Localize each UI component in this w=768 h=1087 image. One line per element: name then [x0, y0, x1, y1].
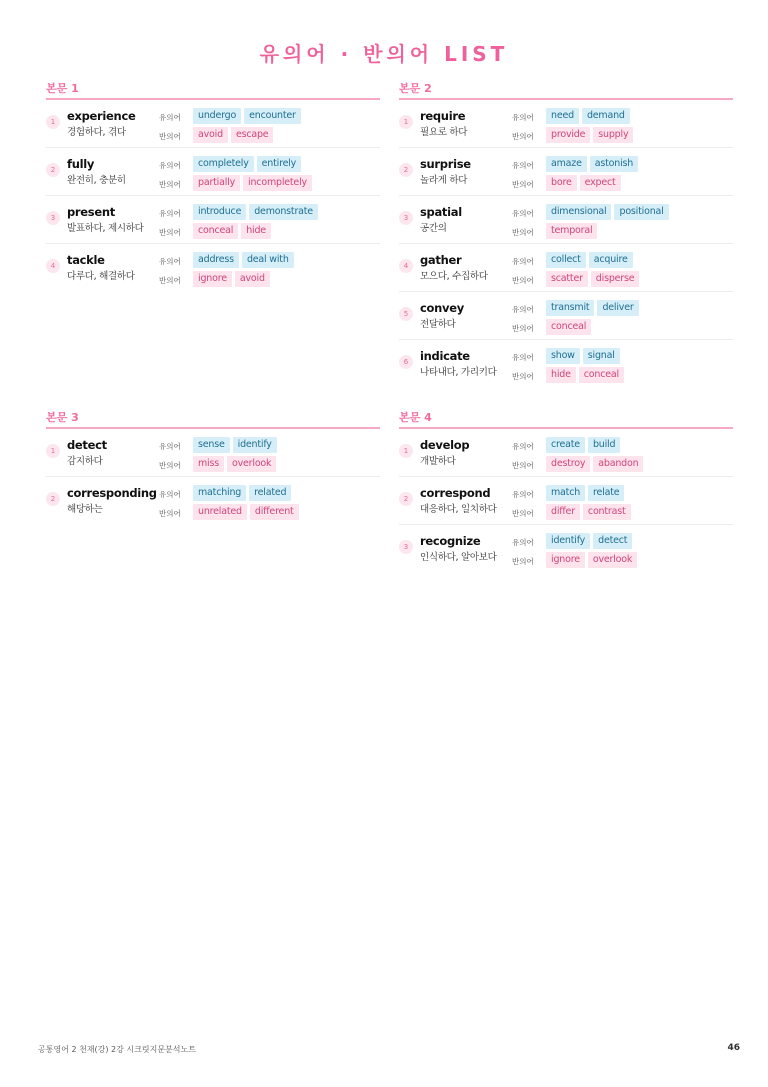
antonym-list: [546, 456, 643, 472]
entry-meaning: 놀라게 하다: [420, 175, 468, 186]
synonym-list: [546, 533, 632, 549]
synonym-list: [546, 204, 669, 220]
entry-word: corresponding: [67, 486, 157, 500]
antonym-tag: ignore: [193, 271, 232, 287]
synonym-list: [546, 348, 620, 364]
antonym-tag: avoid: [235, 271, 270, 287]
synonym-tag: identify: [233, 437, 277, 453]
antonym-list: [193, 175, 312, 191]
entry-word: convey: [420, 301, 464, 315]
antonym-tag: different: [250, 504, 299, 520]
synonym-label: 유의어: [159, 113, 181, 122]
vocab-entry: [399, 244, 733, 292]
synonym-label: 유의어: [512, 257, 534, 266]
entry-word: detect: [67, 438, 107, 452]
antonym-tag: provide: [546, 127, 590, 143]
entry-number: 1: [399, 444, 413, 458]
synonym-list: [546, 300, 639, 316]
antonym-tag: miss: [193, 456, 224, 472]
synonym-label: 유의어: [512, 209, 534, 218]
antonym-label: 반의어: [159, 276, 181, 285]
antonym-list: [546, 504, 631, 520]
synonym-tag: need: [546, 108, 579, 124]
antonym-list: [546, 175, 621, 191]
entry-word: experience: [67, 109, 136, 123]
synonym-list: [546, 252, 633, 268]
section-heading: 본문 1: [46, 80, 380, 100]
vocab-entry: [46, 244, 380, 291]
antonym-list: [546, 271, 639, 287]
entry-meaning: 전달하다: [420, 319, 456, 330]
vocab-entry: [399, 100, 733, 148]
vocab-entry: [399, 429, 733, 477]
entry-number: 6: [399, 355, 413, 369]
vocab-entry: [399, 340, 733, 387]
synonym-label: 유의어: [512, 305, 534, 314]
antonym-label: 반의어: [159, 132, 181, 141]
entry-word: recognize: [420, 534, 481, 548]
vocab-entry: [399, 477, 733, 525]
entry-number: 4: [46, 259, 60, 273]
entry-number: 3: [399, 211, 413, 225]
synonym-tag: introduce: [193, 204, 246, 220]
entry-number: 2: [46, 492, 60, 506]
antonym-tag: conceal: [579, 367, 624, 383]
synonym-tag: related: [249, 485, 291, 501]
entry-word: spatial: [420, 205, 462, 219]
antonym-label: 반의어: [512, 509, 534, 518]
entry-meaning: 나타내다, 가리키다: [420, 367, 497, 378]
section-heading: 본문 2: [399, 80, 733, 100]
synonym-label: 유의어: [512, 538, 534, 547]
page-number: 46: [727, 1043, 740, 1053]
antonym-tag: ignore: [546, 552, 585, 568]
synonym-tag: astonish: [590, 156, 638, 172]
synonym-tag: encounter: [244, 108, 301, 124]
entry-number: 2: [399, 492, 413, 506]
entry-word: fully: [67, 157, 95, 171]
antonym-label: 반의어: [512, 228, 534, 237]
entry-meaning: 대응하다, 일치하다: [420, 504, 497, 515]
antonym-label: 반의어: [512, 180, 534, 189]
entry-word: present: [67, 205, 115, 219]
entry-word: require: [420, 109, 466, 123]
section-2: [399, 80, 733, 387]
section-heading: 본문 4: [399, 409, 733, 429]
footer-book-title: 공통영어 2 천재(강) 2강 시크릿지문분석노트: [38, 1045, 196, 1054]
synonym-tag: transmit: [546, 300, 594, 316]
entry-meaning: 발표하다, 제시하다: [67, 223, 144, 234]
page-title: 유의어 · 반의어 LIST: [259, 42, 509, 66]
synonym-tag: address: [193, 252, 239, 268]
entry-word: gather: [420, 253, 462, 267]
antonym-tag: unrelated: [193, 504, 247, 520]
antonym-tag: expect: [580, 175, 621, 191]
synonym-label: 유의어: [512, 490, 534, 499]
entry-word: develop: [420, 438, 470, 452]
vocab-entry: [399, 292, 733, 340]
synonym-tag: acquire: [589, 252, 633, 268]
synonym-list: [193, 108, 301, 124]
antonym-list: [193, 271, 270, 287]
antonym-tag: supply: [593, 127, 633, 143]
vocab-entry: [46, 196, 380, 244]
antonym-tag: escape: [231, 127, 274, 143]
antonym-tag: scatter: [546, 271, 588, 287]
antonym-list: [546, 223, 597, 239]
entry-meaning: 경험하다, 겪다: [67, 127, 126, 138]
synonym-label: 유의어: [512, 442, 534, 451]
entry-number: 1: [399, 115, 413, 129]
entry-meaning: 개발하다: [420, 456, 456, 467]
vocab-entry: [399, 525, 733, 572]
synonym-label: 유의어: [159, 257, 181, 266]
vocab-entry: [399, 196, 733, 244]
synonym-tag: sense: [193, 437, 230, 453]
synonym-label: 유의어: [512, 113, 534, 122]
antonym-list: [193, 127, 273, 143]
antonym-label: 반의어: [159, 509, 181, 518]
synonym-list: [546, 485, 624, 501]
synonym-tag: deal with: [242, 252, 294, 268]
vocab-entry: [399, 148, 733, 196]
entry-word: surprise: [420, 157, 471, 171]
vocab-entry: [46, 429, 380, 477]
entry-meaning: 필요로 하다: [420, 127, 468, 138]
antonym-list: [546, 127, 633, 143]
antonym-label: 반의어: [512, 372, 534, 381]
antonym-label: 반의어: [512, 276, 534, 285]
synonym-list: [546, 108, 630, 124]
synonym-tag: matching: [193, 485, 246, 501]
antonym-tag: temporal: [546, 223, 597, 239]
synonym-label: 유의어: [159, 161, 181, 170]
synonym-tag: amaze: [546, 156, 587, 172]
antonym-tag: bore: [546, 175, 577, 191]
synonym-list: [193, 156, 301, 172]
antonym-list: [193, 504, 299, 520]
synonym-tag: dimensional: [546, 204, 611, 220]
antonym-tag: conceal: [193, 223, 238, 239]
synonym-label: 유의어: [512, 161, 534, 170]
synonym-tag: demonstrate: [249, 204, 318, 220]
synonym-tag: identify: [546, 533, 590, 549]
synonym-label: 유의어: [159, 490, 181, 499]
synonym-list: [193, 437, 277, 453]
synonym-tag: show: [546, 348, 580, 364]
synonym-tag: build: [588, 437, 620, 453]
antonym-list: [546, 552, 637, 568]
synonym-tag: demand: [582, 108, 630, 124]
entry-meaning: 완전히, 충분히: [67, 175, 126, 186]
entry-number: 1: [46, 115, 60, 129]
antonym-tag: overlook: [588, 552, 637, 568]
antonym-tag: differ: [546, 504, 580, 520]
section-4: [399, 409, 733, 572]
vocab-entry: [46, 148, 380, 196]
synonym-list: [193, 252, 294, 268]
entry-meaning: 공간의: [420, 223, 447, 234]
synonym-tag: match: [546, 485, 585, 501]
antonym-tag: hide: [546, 367, 576, 383]
antonym-list: [193, 223, 271, 239]
synonym-tag: detect: [593, 533, 632, 549]
entry-word: correspond: [420, 486, 491, 500]
antonym-tag: destroy: [546, 456, 590, 472]
synonym-tag: signal: [583, 348, 620, 364]
section-3: [46, 409, 380, 524]
antonym-label: 반의어: [512, 132, 534, 141]
entry-number: 2: [399, 163, 413, 177]
antonym-tag: overlook: [227, 456, 276, 472]
synonym-tag: relate: [588, 485, 624, 501]
entry-number: 3: [399, 540, 413, 554]
antonym-list: [546, 319, 591, 335]
vocab-entry: [46, 477, 380, 524]
antonym-label: 반의어: [512, 557, 534, 566]
entry-word: tackle: [67, 253, 105, 267]
entry-meaning: 해당하는: [67, 504, 103, 515]
antonym-tag: conceal: [546, 319, 591, 335]
entry-meaning: 모으다, 수집하다: [420, 271, 488, 282]
antonym-tag: contrast: [583, 504, 631, 520]
antonym-tag: incompletely: [243, 175, 312, 191]
synonym-list: [193, 485, 291, 501]
synonym-tag: positional: [614, 204, 668, 220]
antonym-list: [193, 456, 276, 472]
synonym-tag: entirely: [257, 156, 301, 172]
entry-number: 2: [46, 163, 60, 177]
antonym-label: 반의어: [512, 461, 534, 470]
vocab-entry: [46, 100, 380, 148]
synonym-tag: create: [546, 437, 585, 453]
entry-meaning: 다루다, 해결하다: [67, 271, 135, 282]
antonym-list: [546, 367, 624, 383]
synonym-tag: collect: [546, 252, 586, 268]
section-1: [46, 80, 380, 291]
antonym-label: 반의어: [159, 228, 181, 237]
entry-word: indicate: [420, 349, 470, 363]
antonym-tag: hide: [241, 223, 271, 239]
antonym-label: 반의어: [512, 324, 534, 333]
synonym-label: 유의어: [159, 209, 181, 218]
entry-meaning: 인식하다, 알아보다: [420, 552, 497, 563]
synonym-tag: deliver: [597, 300, 638, 316]
antonym-tag: partially: [193, 175, 240, 191]
synonym-tag: undergo: [193, 108, 241, 124]
entry-number: 4: [399, 259, 413, 273]
antonym-tag: disperse: [591, 271, 640, 287]
synonym-list: [193, 204, 318, 220]
synonym-tag: completely: [193, 156, 254, 172]
entry-number: 3: [46, 211, 60, 225]
section-heading: 본문 3: [46, 409, 380, 429]
synonym-list: [546, 156, 638, 172]
entry-number: 1: [46, 444, 60, 458]
antonym-label: 반의어: [159, 180, 181, 189]
synonym-list: [546, 437, 620, 453]
antonym-label: 반의어: [159, 461, 181, 470]
synonym-label: 유의어: [159, 442, 181, 451]
antonym-tag: abandon: [593, 456, 643, 472]
antonym-tag: avoid: [193, 127, 228, 143]
entry-number: 5: [399, 307, 413, 321]
entry-meaning: 감지하다: [67, 456, 103, 467]
synonym-label: 유의어: [512, 353, 534, 362]
